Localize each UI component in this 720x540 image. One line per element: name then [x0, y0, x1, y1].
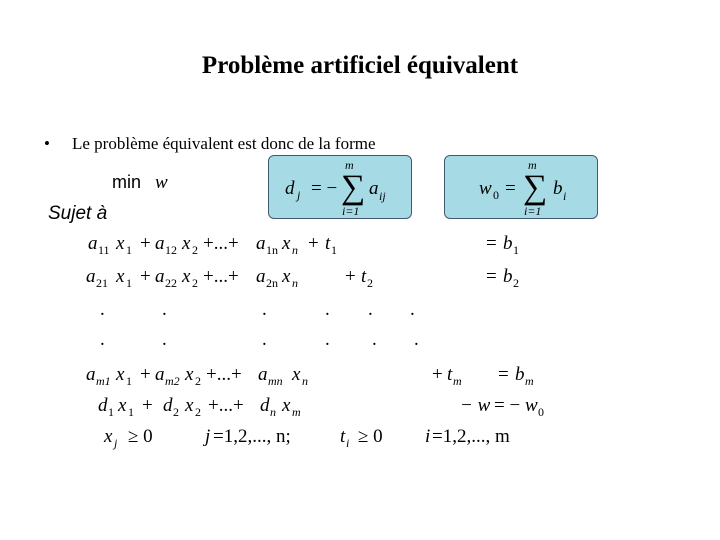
math-token: a — [155, 266, 165, 287]
math-token: ≥ 0 — [358, 426, 383, 447]
math-token: 2 — [195, 374, 201, 388]
math-token: . — [100, 299, 105, 320]
math-token: t — [340, 426, 346, 447]
math-token: i — [346, 436, 350, 450]
a-symbol: a — [369, 178, 379, 199]
constraint-row-m — [86, 364, 534, 388]
math-token: . — [368, 299, 373, 320]
math-token: +...+ — [206, 364, 242, 385]
math-token: 11 — [98, 243, 110, 257]
objective-min: min — [112, 172, 142, 192]
cost-definition-formula — [269, 156, 411, 218]
math-token: m1 — [96, 374, 111, 388]
math-token: x — [282, 233, 291, 254]
math-token: 1 — [126, 276, 132, 290]
math-token: n — [292, 243, 298, 257]
sigma-symbol: ∑ — [523, 169, 548, 206]
math-token: x — [116, 266, 125, 287]
sigma-lower: i=1 — [342, 204, 360, 218]
constraint-row-1 — [88, 233, 519, 257]
math-token: j — [205, 426, 211, 447]
math-token: ≥ 0 — [128, 426, 153, 447]
math-token: a — [155, 364, 165, 385]
math-token: a — [88, 233, 98, 254]
math-token: 2 — [192, 243, 198, 257]
math-token: . — [162, 299, 167, 320]
math-token: d — [260, 395, 270, 416]
math-token: j — [114, 436, 118, 450]
math-token: = − — [494, 395, 521, 416]
math-token: 1 — [126, 243, 132, 257]
math-token: t — [447, 364, 453, 385]
nonnegativity-row — [103, 426, 510, 450]
math-token: a — [155, 233, 165, 254]
math-token: x — [182, 266, 191, 287]
math-token: m — [292, 405, 301, 419]
math-token: 1 — [331, 243, 337, 257]
intro-text: Le problème équivalent est donc de la forme — [72, 134, 376, 153]
math-token: + — [432, 364, 443, 385]
math-token: − w — [460, 395, 491, 416]
math-token: x — [282, 266, 291, 287]
math-token: +...+ — [203, 266, 239, 287]
math-token: 21 — [96, 276, 108, 290]
subject-to-label: Sujet à — [48, 203, 108, 224]
constraint-row-2 — [86, 266, 519, 290]
constraint-system — [0, 225, 720, 455]
equals-minus: = − — [311, 178, 338, 199]
math-token: w — [525, 395, 538, 416]
math-token: . — [162, 329, 167, 350]
math-token: 1 — [126, 374, 132, 388]
math-token: n — [270, 405, 276, 419]
math-token: =1,2,..., n; — [213, 426, 291, 447]
math-token: m — [453, 374, 462, 388]
math-token: a — [256, 233, 266, 254]
math-token: a — [86, 364, 96, 385]
math-token: + — [140, 364, 151, 385]
math-token: 2 — [173, 405, 179, 419]
math-token: 12 — [165, 243, 177, 257]
math-token: 1 — [513, 243, 519, 257]
slide-title: Problème artificiel équivalent — [201, 52, 519, 79]
cost-row — [98, 395, 544, 419]
math-token: 1 — [128, 405, 134, 419]
math-token: d — [98, 395, 108, 416]
sigma-lower: i=1 — [524, 204, 542, 218]
math-token: 2 — [192, 276, 198, 290]
math-token: n — [302, 374, 308, 388]
math-token: m — [525, 374, 534, 388]
math-token: a — [258, 364, 268, 385]
equals-sign: = — [505, 178, 516, 199]
math-token: +...+ — [203, 233, 239, 254]
math-token: + — [142, 395, 153, 416]
math-token: x — [282, 395, 291, 416]
math-token: i — [425, 426, 431, 447]
objective-variable: w — [155, 172, 168, 193]
math-token: x — [104, 426, 113, 447]
math-token: x — [116, 364, 125, 385]
bullet-marker: • — [44, 134, 50, 153]
math-token: =1,2,..., m — [432, 426, 510, 447]
math-token: . — [325, 299, 330, 320]
math-token: b — [515, 364, 525, 385]
math-token: t — [361, 266, 367, 287]
math-token: + — [140, 233, 151, 254]
ellipsis-dots — [100, 299, 419, 350]
sigma-symbol: ∑ — [341, 169, 366, 206]
d-subscript: j — [297, 188, 301, 202]
math-token: + — [140, 266, 151, 287]
math-token: 22 — [165, 276, 177, 290]
b-symbol: b — [553, 178, 563, 199]
math-token: +...+ — [208, 395, 244, 416]
math-token: 2 — [195, 405, 201, 419]
math-token: t — [325, 233, 331, 254]
math-token: . — [372, 329, 377, 350]
math-token: x — [292, 364, 301, 385]
math-token: a — [256, 266, 266, 287]
math-token: . — [100, 329, 105, 350]
math-token: 2 — [367, 276, 373, 290]
math-token: n — [292, 276, 298, 290]
math-token: x — [185, 395, 194, 416]
math-token: = — [486, 233, 497, 254]
math-token: . — [414, 329, 419, 350]
math-token: x — [116, 233, 125, 254]
cost-definition-box — [268, 155, 412, 219]
math-token: = — [498, 364, 509, 385]
math-token: x — [118, 395, 127, 416]
w0-definition-box — [444, 155, 598, 219]
math-token: m2 — [165, 374, 180, 388]
math-token: + — [308, 233, 319, 254]
math-token: x — [182, 233, 191, 254]
math-token: a — [86, 266, 96, 287]
math-token: 2n — [266, 276, 278, 290]
math-token: b — [503, 233, 513, 254]
sigma-upper: m — [528, 158, 537, 172]
d-symbol: d — [285, 178, 295, 199]
math-token: . — [262, 299, 267, 320]
w-symbol: w — [479, 178, 492, 199]
math-token: . — [262, 329, 267, 350]
math-token: 0 — [538, 405, 544, 419]
a-subscript: ij — [379, 189, 386, 203]
math-token: mn — [268, 374, 283, 388]
math-token: . — [410, 299, 415, 320]
math-token: = — [486, 266, 497, 287]
math-token: . — [325, 329, 330, 350]
math-token: 1n — [266, 243, 278, 257]
w0-definition-formula — [445, 156, 597, 218]
math-token: b — [503, 266, 513, 287]
math-token: 1 — [108, 405, 114, 419]
math-token: + — [345, 266, 356, 287]
w-subscript: 0 — [493, 188, 499, 202]
b-subscript: i — [563, 189, 567, 203]
math-token: 2 — [513, 276, 519, 290]
math-token: d — [163, 395, 173, 416]
math-token: x — [185, 364, 194, 385]
sigma-upper: m — [345, 158, 354, 172]
